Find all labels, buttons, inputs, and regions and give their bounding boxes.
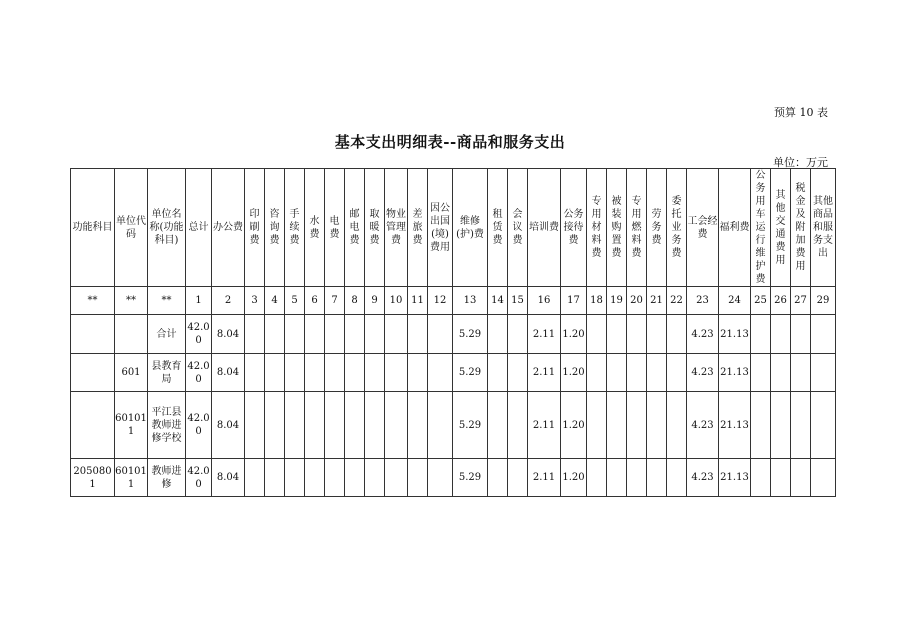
column-header: 专用燃料费: [627, 169, 647, 287]
column-index: 15: [508, 287, 528, 315]
column-header: 培训费: [528, 169, 561, 287]
table-cell: [385, 354, 408, 392]
table-cell: 5.29: [453, 459, 488, 497]
table-cell: [607, 315, 627, 354]
table-cell: [508, 459, 528, 497]
column-header: 邮电费: [345, 169, 365, 287]
table-cell: [325, 354, 345, 392]
column-header: 公务接待费: [561, 169, 587, 287]
table-cell: 2.11: [528, 315, 561, 354]
column-header: 工会经费: [687, 169, 719, 287]
table-cell: [325, 459, 345, 497]
table-cell: [811, 392, 836, 459]
column-index: 17: [561, 287, 587, 315]
table-cell: [428, 354, 453, 392]
table-cell: 21.13: [719, 459, 751, 497]
table-cell: [647, 459, 667, 497]
column-header: 福利费: [719, 169, 751, 287]
column-header: 取暖费: [365, 169, 385, 287]
column-index: 9: [365, 287, 385, 315]
table-cell: 教师进修: [148, 459, 186, 497]
column-header: 维修(护)费: [453, 169, 488, 287]
table-cell: [488, 392, 508, 459]
table-row: [71, 392, 836, 459]
table-cell: 2.11: [528, 392, 561, 459]
column-index: 21: [647, 287, 667, 315]
column-index: 7: [325, 287, 345, 315]
table-cell: [285, 315, 305, 354]
table-cell: 4.23: [687, 459, 719, 497]
column-index: 5: [285, 287, 305, 315]
column-header: 差旅费: [408, 169, 428, 287]
table-cell: [751, 459, 771, 497]
column-index: 14: [488, 287, 508, 315]
table-cell: [285, 459, 305, 497]
column-index: **: [115, 287, 148, 315]
column-header: 被装购置费: [607, 169, 627, 287]
table-cell: [488, 315, 508, 354]
table-cell: [811, 459, 836, 497]
table-cell: [265, 392, 285, 459]
table-cell: [305, 459, 325, 497]
table-cell: [365, 354, 385, 392]
table-cell: 8.04: [212, 392, 245, 459]
table-cell: [771, 315, 791, 354]
column-header: 总计: [186, 169, 212, 287]
column-header: 因公出国(境)费用: [428, 169, 453, 287]
table-cell: [647, 354, 667, 392]
column-header: 咨询费: [265, 169, 285, 287]
column-header: 公务用车运行维护费: [751, 169, 771, 287]
table-cell: [285, 392, 305, 459]
table-cell: [791, 392, 811, 459]
table-cell: [647, 392, 667, 459]
table-cell: [587, 459, 607, 497]
table-cell: [771, 354, 791, 392]
table-cell: [305, 354, 325, 392]
table-cell: [245, 354, 265, 392]
table-cell: [265, 459, 285, 497]
column-header: 专用材料费: [587, 169, 607, 287]
table-cell: [365, 315, 385, 354]
table-cell: 21.13: [719, 354, 751, 392]
column-index: 22: [667, 287, 687, 315]
table-cell: [771, 459, 791, 497]
column-index: 26: [771, 287, 791, 315]
column-index: 13: [453, 287, 488, 315]
column-header: 功能科目: [71, 169, 115, 287]
table-cell: [627, 354, 647, 392]
column-header: 办公费: [212, 169, 245, 287]
column-header: 单位代码: [115, 169, 148, 287]
column-index: 1: [186, 287, 212, 315]
table-cell: 4.23: [687, 392, 719, 459]
column-index: 29: [811, 287, 836, 315]
table-cell: 5.29: [453, 354, 488, 392]
column-header: 税金及附加费用: [791, 169, 811, 287]
column-index: 19: [607, 287, 627, 315]
table-cell: 平江县教师进修学校: [148, 392, 186, 459]
column-index: 18: [587, 287, 607, 315]
table-cell: 21.13: [719, 392, 751, 459]
column-header: 水费: [305, 169, 325, 287]
table-cell: [667, 392, 687, 459]
table-cell: [627, 315, 647, 354]
table-cell: [71, 354, 115, 392]
column-index: 23: [687, 287, 719, 315]
table-cell: [647, 315, 667, 354]
header-row: [71, 169, 836, 287]
table-cell: 21.13: [719, 315, 751, 354]
table-cell: 5.29: [453, 392, 488, 459]
table-cell: 2.11: [528, 354, 561, 392]
table-cell: [408, 315, 428, 354]
table-cell: 8.04: [212, 354, 245, 392]
table-cell: [751, 315, 771, 354]
table-cell: [408, 354, 428, 392]
column-index: 24: [719, 287, 751, 315]
table-cell: 42.00: [186, 459, 212, 497]
table-cell: 县教育局: [148, 354, 186, 392]
column-index: 10: [385, 287, 408, 315]
table-cell: [345, 315, 365, 354]
column-index: 25: [751, 287, 771, 315]
table-cell: [385, 392, 408, 459]
column-index: **: [148, 287, 186, 315]
table-cell: 1.20: [561, 459, 587, 497]
column-index: 12: [428, 287, 453, 315]
column-header: 其他交通费用: [771, 169, 791, 287]
table-cell: 1.20: [561, 315, 587, 354]
column-header: 租赁费: [488, 169, 508, 287]
column-header: 印刷费: [245, 169, 265, 287]
table-cell: [345, 354, 365, 392]
table-cell: [587, 315, 607, 354]
table-cell: [771, 392, 791, 459]
table-cell: [285, 354, 305, 392]
table-cell: [71, 315, 115, 354]
table-number: 预算 10 表: [774, 106, 828, 119]
table-cell: [325, 315, 345, 354]
table-cell: [345, 392, 365, 459]
table-cell: [428, 392, 453, 459]
expenditure-table: [70, 168, 836, 497]
unit-label: 单位：万元: [773, 156, 828, 169]
column-index: 11: [408, 287, 428, 315]
table-cell: [667, 315, 687, 354]
table-cell: [365, 459, 385, 497]
table-cell: 2050801: [71, 459, 115, 497]
table-cell: [811, 354, 836, 392]
column-index: 3: [245, 287, 265, 315]
table-cell: [408, 459, 428, 497]
column-index: 4: [265, 287, 285, 315]
table-cell: [71, 392, 115, 459]
table-cell: [508, 354, 528, 392]
table-cell: [607, 459, 627, 497]
table-cell: 1.20: [561, 354, 587, 392]
table-cell: [325, 392, 345, 459]
table-cell: [751, 392, 771, 459]
table-cell: 5.29: [453, 315, 488, 354]
table-cell: 42.00: [186, 392, 212, 459]
table-cell: 合计: [148, 315, 186, 354]
table-cell: [488, 459, 508, 497]
column-index: 16: [528, 287, 561, 315]
column-index: 20: [627, 287, 647, 315]
table-cell: 601011: [115, 459, 148, 497]
table-cell: 42.00: [186, 315, 212, 354]
table-row: [71, 354, 836, 392]
table-cell: [365, 392, 385, 459]
table-cell: [115, 315, 148, 354]
column-index: 6: [305, 287, 325, 315]
table-cell: [627, 459, 647, 497]
table-cell: [428, 459, 453, 497]
table-cell: [667, 459, 687, 497]
column-header: 会议费: [508, 169, 528, 287]
table-cell: [428, 315, 453, 354]
table-cell: [508, 392, 528, 459]
column-header: 劳务费: [647, 169, 667, 287]
table-cell: [607, 354, 627, 392]
table-row: [71, 459, 836, 497]
table-cell: [751, 354, 771, 392]
table-cell: [587, 392, 607, 459]
table-cell: [408, 392, 428, 459]
table-cell: [791, 315, 811, 354]
table-cell: [305, 392, 325, 459]
column-header: 电费: [325, 169, 345, 287]
column-index: 27: [791, 287, 811, 315]
table-cell: 4.23: [687, 315, 719, 354]
table-cell: [305, 315, 325, 354]
page-title: 基本支出明细表--商品和服务支出: [334, 133, 566, 151]
table-cell: [265, 315, 285, 354]
table-cell: [811, 315, 836, 354]
table-cell: [245, 315, 265, 354]
table-cell: [265, 354, 285, 392]
table-cell: 8.04: [212, 459, 245, 497]
table-cell: [385, 459, 408, 497]
table-cell: [508, 315, 528, 354]
column-index: 2: [212, 287, 245, 315]
table-cell: [791, 459, 811, 497]
table-cell: [587, 354, 607, 392]
table-cell: [791, 354, 811, 392]
table-cell: [607, 392, 627, 459]
table-cell: 4.23: [687, 354, 719, 392]
table-cell: [488, 354, 508, 392]
table-cell: 1.20: [561, 392, 587, 459]
column-header: 其他商品和服务支出: [811, 169, 836, 287]
column-header: 手续费: [285, 169, 305, 287]
column-index: **: [71, 287, 115, 315]
column-header: 单位名称(功能科目): [148, 169, 186, 287]
table-cell: [245, 459, 265, 497]
table-cell: 601: [115, 354, 148, 392]
index-row: [71, 287, 836, 315]
table-cell: 2.11: [528, 459, 561, 497]
table-cell: [245, 392, 265, 459]
table-row: [71, 315, 836, 354]
column-header: 物业管理费: [385, 169, 408, 287]
table-cell: [627, 392, 647, 459]
column-header: 委托业务费: [667, 169, 687, 287]
table-cell: 42.00: [186, 354, 212, 392]
column-index: 8: [345, 287, 365, 315]
table-cell: [385, 315, 408, 354]
table-cell: [345, 459, 365, 497]
table-cell: [667, 354, 687, 392]
table-cell: 601011: [115, 392, 148, 459]
table-cell: 8.04: [212, 315, 245, 354]
